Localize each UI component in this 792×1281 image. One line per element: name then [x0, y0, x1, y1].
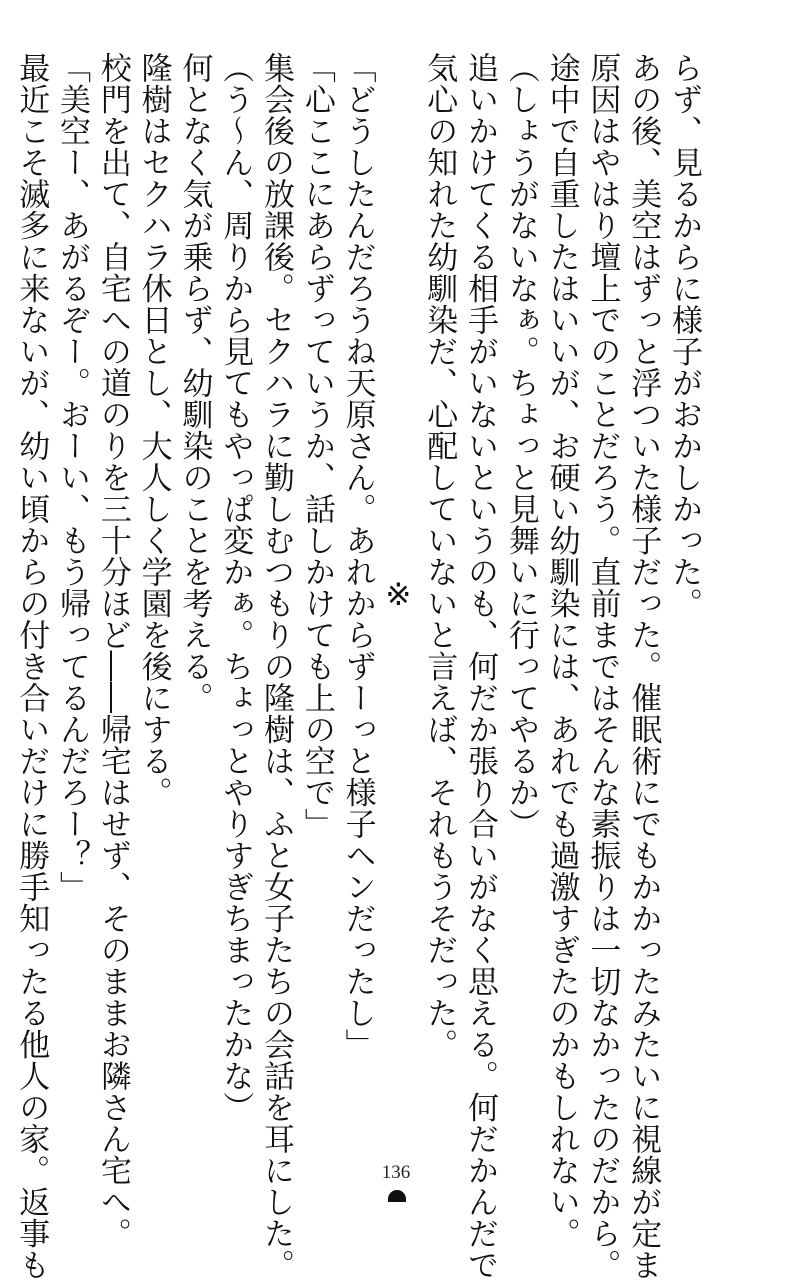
text-line: 気心の知れた幼馴染だ、心配していないと言えば、それもうそだった。	[421, 52, 458, 1060]
text-line: 「どうしたんだろうね天原さん。あれからずーっと様子ヘンだったし」	[339, 52, 376, 1060]
text-line: 途中で自重したはいいが、お硬い幼馴染には、あれでも過激すぎたのかもしれない。	[543, 52, 580, 1249]
text-line: （う～ん、周りから見てもやっぱ変かぁ。ちょっとやりすぎちまったかな）	[217, 52, 254, 1123]
text-line: 集会後の放課後。セクハラに勤しむつもりの隆樹は、ふと女子たちの会話を耳にした。	[258, 52, 295, 1281]
text-line: 「心ここにあらずっていうか、話しかけても上の空で」	[298, 52, 335, 840]
text-line: あの後、美空はずっと浮ついた様子だった。催眠術にでもかかったみたいに視線が定ま	[625, 52, 662, 1281]
text-line: 「美空ー、あがるぞー。おーい、もう帰ってるんだろー？」	[54, 52, 91, 903]
text-line: 校門を出て、自宅への道のりを三十分ほど――帰宅はせず、そのままお隣さん宅へ。	[94, 52, 131, 1249]
scene-break-mark: ※	[380, 577, 417, 614]
text-line: 追いかけてくる相手がいないというのも、何だか張り合いがなく思える。何だかんだで	[462, 52, 499, 1281]
text-line: 最近こそ滅多に来ないが、幼い頃からの付き合いだけに勝手知ったる他人の家。返事も	[13, 52, 50, 1281]
text-line: らず、見るからに様子がおかしかった。	[666, 52, 702, 619]
page-number: 136	[381, 1162, 411, 1183]
text-line: （しょうがないなぁ。ちょっと見舞いに行ってやるか）	[502, 52, 539, 840]
page-edge-mark	[388, 1190, 406, 1202]
text-line: 原因はやはり壇上でのことだろう。直前まではそんな素振りは一切なかったのだから。	[584, 52, 621, 1281]
text-line: 何となく気が乗らず、幼馴染のことを考える。	[176, 52, 213, 714]
text-line: 隆樹はセクハラ休日とし、大人しく学園を後にする。	[135, 52, 172, 808]
